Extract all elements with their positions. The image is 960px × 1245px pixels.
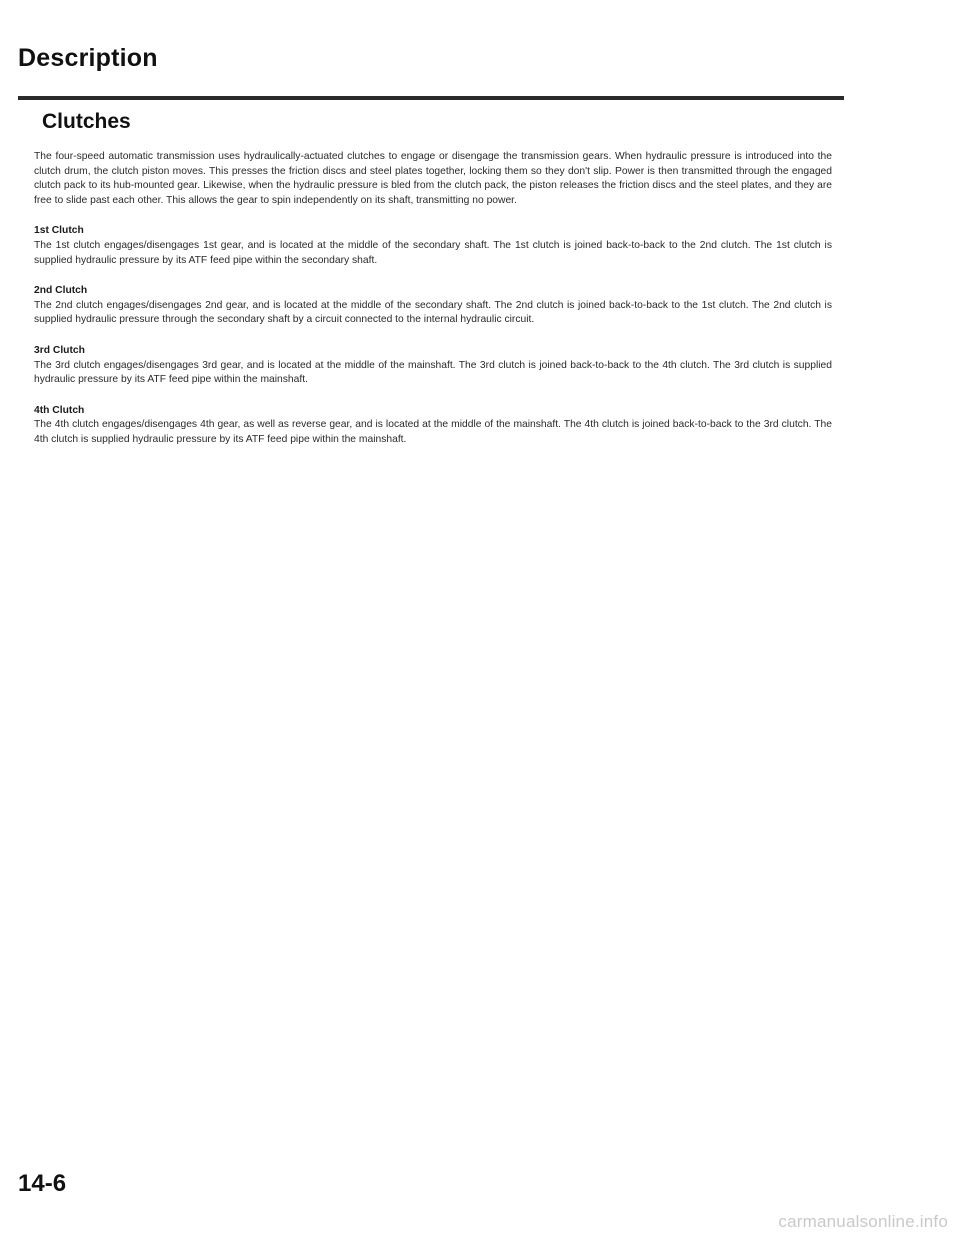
page-number: 14-6 xyxy=(18,1170,67,1197)
header-divider xyxy=(18,96,844,100)
site-watermark: carmanualsonline.info xyxy=(778,1212,948,1231)
document-content xyxy=(34,110,832,464)
subsection-title: 2nd Clutch xyxy=(34,285,88,297)
subsection-2nd-clutch xyxy=(34,284,832,328)
subsection-3rd-clutch xyxy=(34,344,832,388)
subsection-title: 4th Clutch xyxy=(34,404,85,416)
subsection-text: The 2nd clutch engages/disengages 2nd gear, and is located at the middle of the secondary shaft. The 2nd clutch is joined back-to-back to the 1st clutch. The 2nd clutch is supplied hydraulic pressure through the secondary shaft by a circuit connected to the internal hydraulic circuit. xyxy=(34,299,832,326)
section-title: Clutches xyxy=(42,110,131,133)
subsection-title: 1st Clutch xyxy=(34,225,84,237)
subsection-1st-clutch xyxy=(34,224,832,268)
subsection-4th-clutch xyxy=(34,404,832,448)
intro-paragraph: The four-speed automatic transmission uses hydraulically-actuated clutches to engage or disengage the transmission gears. When hydraulic pressure is introduced into the clutch drum, the clutch piston moves. This presses the friction discs and steel plates together, locking them so they don't slip. Power is then transmitted through the engaged clutch pack to its hub-mounted gear. Likewise, when the hydraulic pressure is bled from the clutch pack, the piston releases the friction discs and the steel plates, and they are free to slide past each other. This allows the gear to spin independently on its shaft, transmitting no power. xyxy=(34,151,832,206)
subsection-text: The 4th clutch engages/disengages 4th gear, as well as reverse gear, and is located at the middle of the mainshaft. The 4th clutch is joined back-to-back to the 3rd clutch. The 4th clutch is supplied hydraulic pressure by its ATF feed pipe within the mainshaft. xyxy=(34,419,832,445)
subsection-text: The 3rd clutch engages/disengages 3rd gear, and is located at the middle of the mainshaft. The 3rd clutch is joined back-to-back to the 4th clutch. The 3rd clutch is supplied hydraulic pressure by its ATF feed pipe within the mainshaft. xyxy=(34,359,832,386)
subsection-title: 3rd Clutch xyxy=(34,344,85,356)
page-title: Description xyxy=(18,44,158,72)
subsection-text: The 1st clutch engages/disengages 1st gear, and is located at the middle of the secondary shaft. The 1st clutch is joined back-to-back to the 2nd clutch. The 1st clutch is supplied hydraulic pressure by its ATF feed pipe within the secondary shaft. xyxy=(34,239,832,266)
